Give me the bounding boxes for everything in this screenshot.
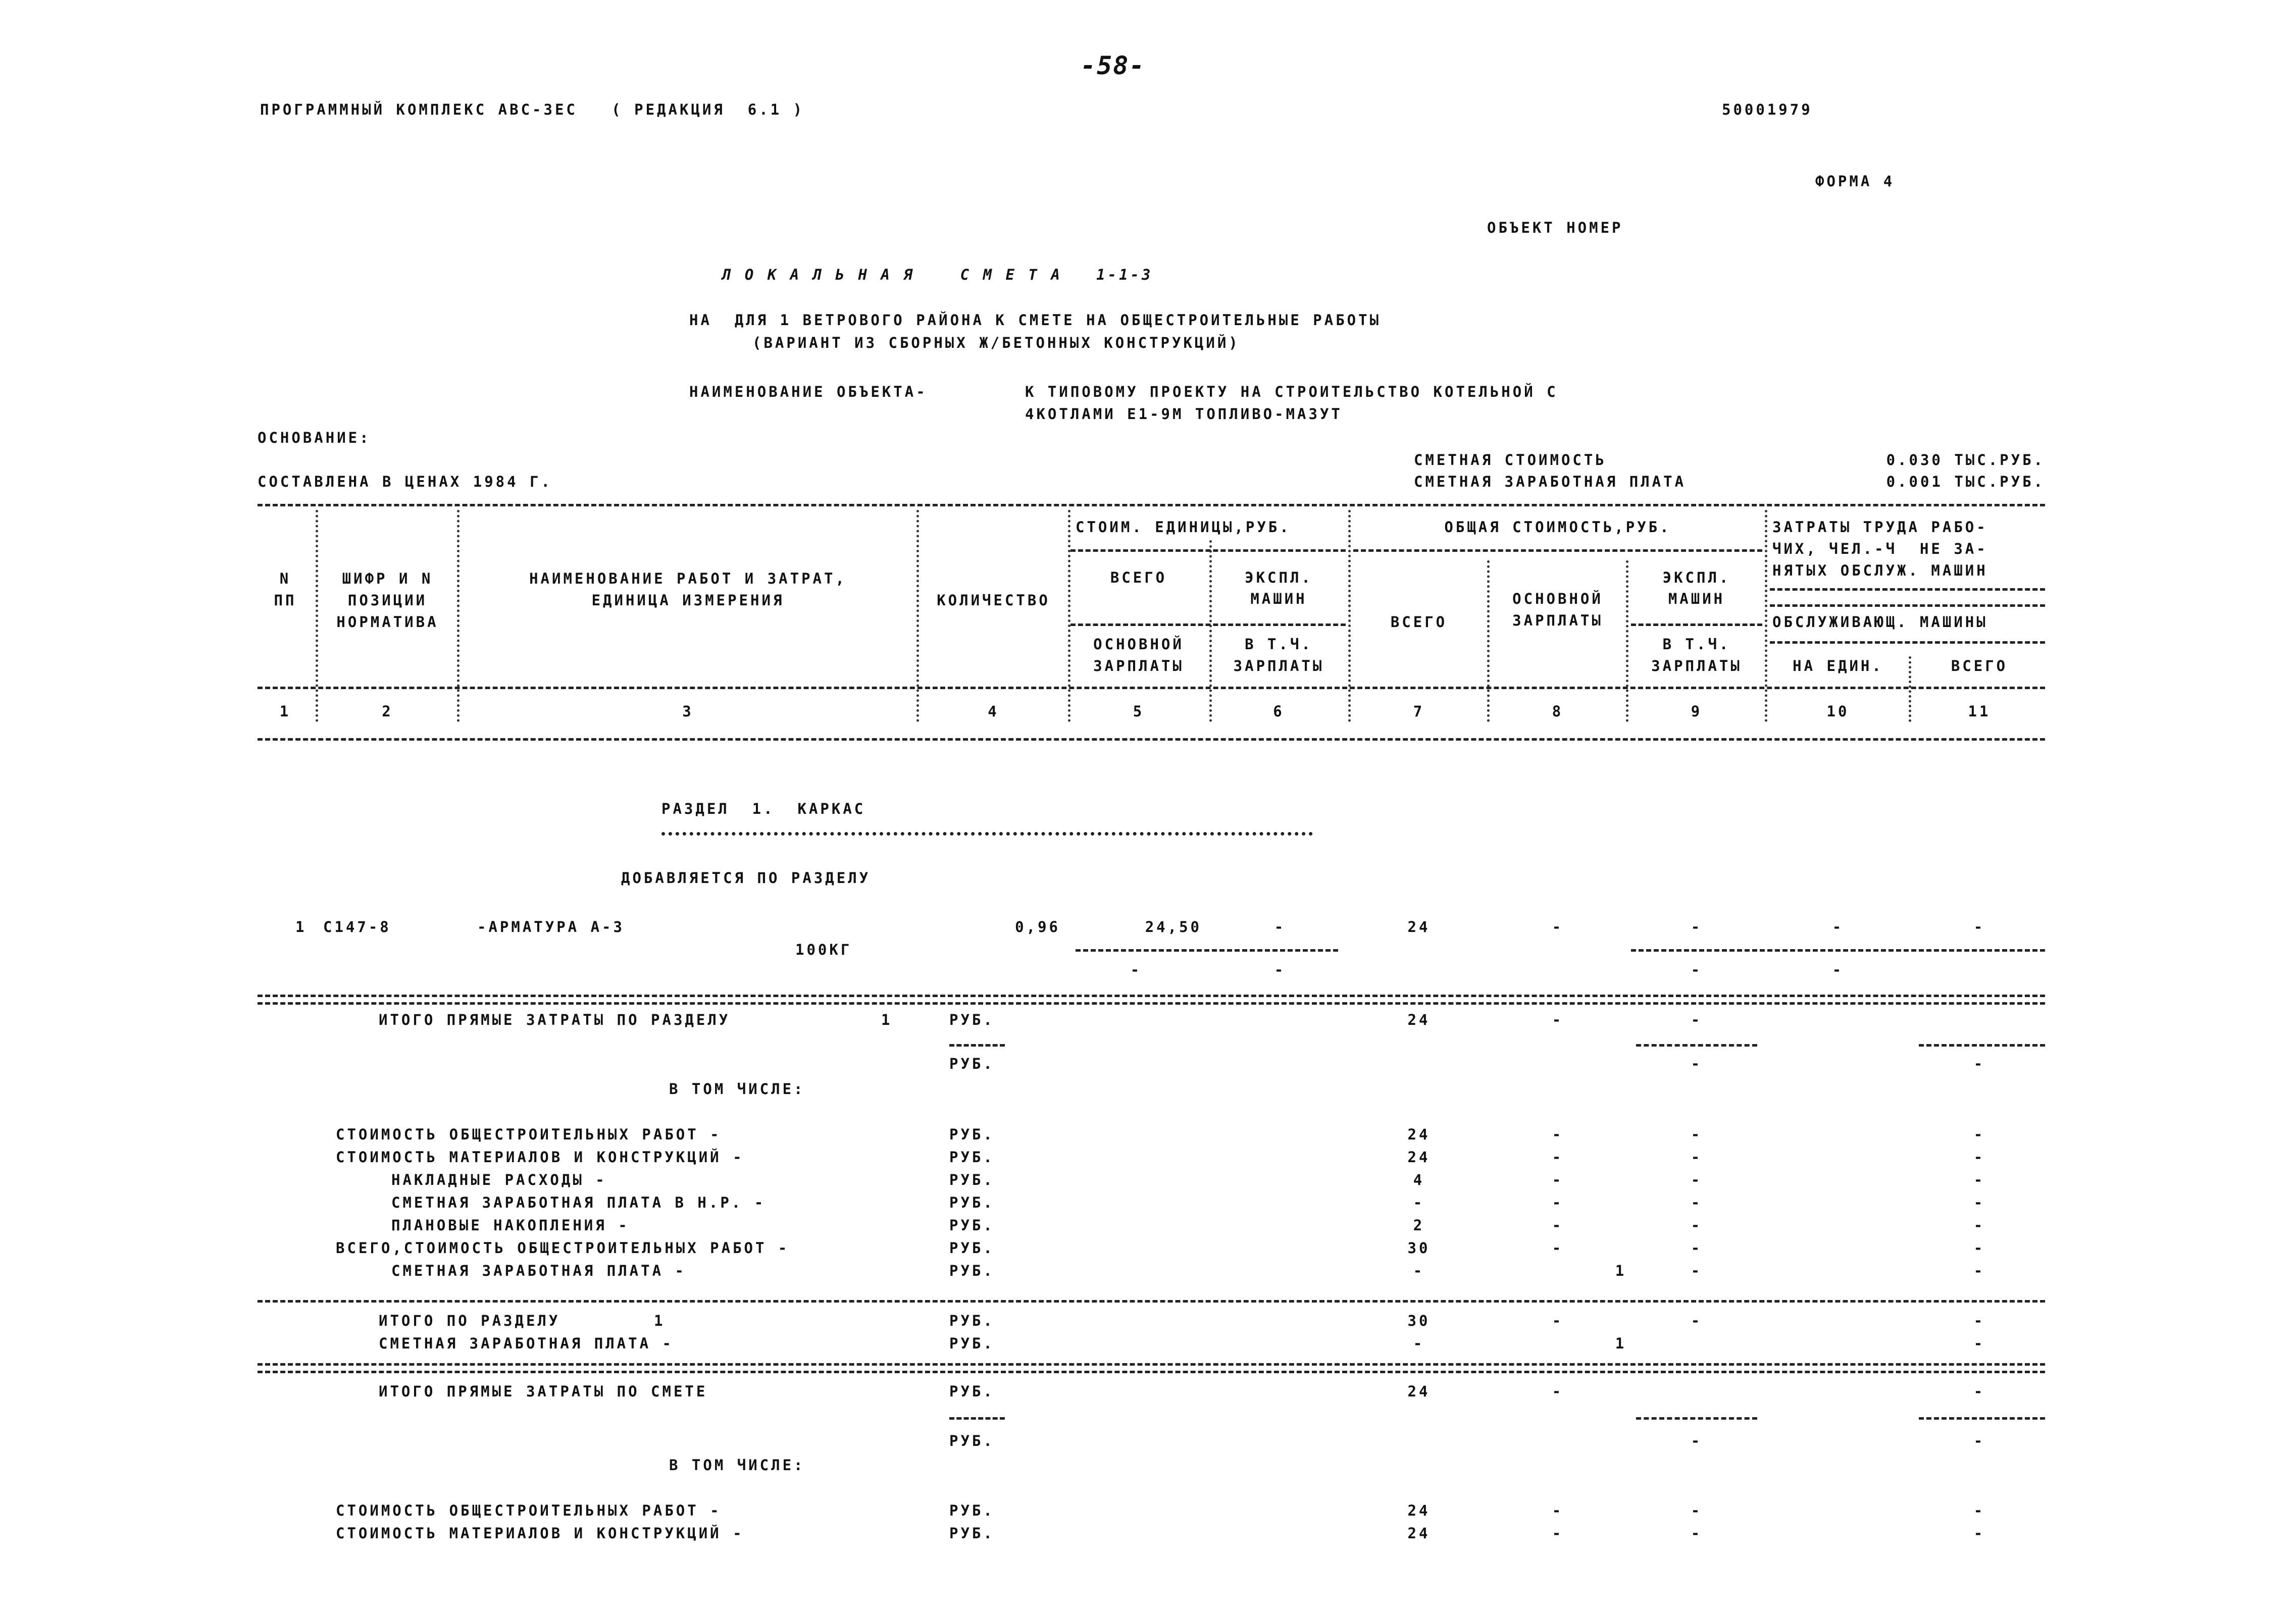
estimate-row-exp: -	[1691, 1525, 1703, 1542]
estimate-title: Л О К А Л Ь Н А Я С М Е Т А 1-1-3	[722, 266, 1153, 283]
header-col5-line1: ОСНОВНОЙ	[1093, 636, 1184, 653]
item-number: 1	[295, 918, 307, 936]
summary-subrule	[949, 1044, 1005, 1047]
section-row-labor: -	[1973, 1194, 1985, 1211]
estimate-direct-labor-2: -	[1973, 1432, 1985, 1449]
col-sep	[1626, 560, 1628, 722]
section-row-unit: РУБ.	[949, 1149, 995, 1166]
header-group-total-cost: ОБЩАЯ СТОИМОСТЬ,РУБ.	[1444, 518, 1671, 536]
section-total-labor: -	[1973, 1312, 1985, 1329]
col-num-9: 9	[1691, 703, 1703, 720]
header-subrule	[1770, 604, 2045, 607]
section-row-total: 24	[1407, 1126, 1431, 1143]
item-labor-unit: -	[1832, 918, 1844, 936]
section-row-labor: -	[1973, 1149, 1985, 1166]
header-col2-line1: ШИФР И N	[342, 570, 433, 587]
header-col8-line2: ЗАРПЛАТЫ	[1512, 612, 1603, 629]
header-col3-line1: НАИМЕНОВАНИЕ РАБОТ И ЗАТРАТ,	[529, 570, 847, 587]
estimate-row-label: СТОИМОСТЬ ОБЩЕСТРОИТЕЛЬНЫХ РАБОТ -	[336, 1502, 722, 1519]
col-sep	[457, 510, 460, 722]
header-subrule	[1770, 588, 2045, 591]
section-total-value: 30	[1407, 1312, 1431, 1329]
estimate-row-labor: -	[1973, 1502, 1985, 1519]
section-row-salary: -	[1552, 1149, 1564, 1166]
estimate-rule	[258, 1371, 2045, 1373]
col-sep	[1909, 656, 1911, 722]
section-row-total: 30	[1407, 1239, 1431, 1257]
item-machines-cost: -	[1274, 918, 1286, 936]
item-subrule	[1076, 949, 1338, 952]
header-col6b-line2: ЗАРПЛАТЫ	[1233, 657, 1324, 674]
header-col8-line1: ОСНОВНОЙ	[1512, 590, 1603, 607]
header-col6-line2: МАШИН	[1250, 590, 1307, 607]
col-sep	[1765, 510, 1767, 722]
section-row-total: -	[1413, 1194, 1425, 1211]
section-total-label: ИТОГО ПО РАЗДЕЛУ	[379, 1312, 560, 1329]
section-row-salary: 1	[1615, 1262, 1627, 1279]
col-num-11: 11	[1968, 703, 1991, 720]
header-col9-line2: МАШИН	[1668, 590, 1725, 607]
header-col2-line3: НОРМАТИВА	[336, 613, 439, 631]
object-name-line-1: К ТИПОВОМУ ПРОЕКТУ НА СТРОИТЕЛЬСТВО КОТЕЛЬНОЙ С	[1025, 383, 1558, 400]
section-direct-unit: РУБ.	[949, 1011, 995, 1028]
section-row-total: 2	[1413, 1217, 1425, 1234]
header-subrule	[1070, 549, 1346, 552]
col-sep	[1068, 510, 1070, 722]
section-underline	[661, 832, 1313, 836]
estimate-row-total: 24	[1407, 1525, 1431, 1542]
section-row-label: НАКЛАДНЫЕ РАСХОДЫ -	[391, 1171, 607, 1188]
section-rule	[258, 1002, 2045, 1005]
section-row-salary: -	[1552, 1194, 1564, 1211]
header-labor-line4: ОБСЛУЖИВАЮЩ. МАШИНЫ	[1772, 613, 1988, 631]
col-sep	[1487, 560, 1490, 722]
estimate-row-labor: -	[1973, 1525, 1985, 1542]
header-mid-rule	[258, 687, 2045, 689]
header-group-unit-cost: СТОИМ. ЕДИНИЦЫ,РУБ.	[1076, 518, 1291, 536]
section-row-salary: -	[1552, 1171, 1564, 1188]
estimate-direct-total: 24	[1407, 1383, 1431, 1400]
section-row-salary: -	[1552, 1239, 1564, 1257]
section-row-labor: -	[1973, 1126, 1985, 1143]
item-code: С147-8	[323, 918, 391, 936]
header-col10: НА ЕДИН.	[1793, 657, 1883, 674]
section-row-exp: -	[1691, 1171, 1703, 1188]
estimate-direct-salary: -	[1552, 1383, 1564, 1400]
header-labor-line1: ЗАТРАТЫ ТРУДА РАБО-	[1772, 518, 1988, 536]
section-direct-total: 24	[1407, 1011, 1431, 1028]
program-name: ПРОГРАММНЫЙ КОМПЛЕКС АВС-3ЕС ( РЕДАКЦИЯ 6.1 )	[260, 101, 805, 118]
section-row-exp: -	[1691, 1149, 1703, 1166]
col-sep	[316, 510, 318, 722]
header-bottom-rule	[258, 738, 2045, 741]
section-row-unit: РУБ.	[949, 1217, 995, 1234]
section-row-label: ПЛАНОВЫЕ НАКОПЛЕНИЯ -	[391, 1217, 630, 1234]
section-rule	[258, 995, 2045, 997]
estimate-direct-costs-label: ИТОГО ПРЯМЫЕ ЗАТРАТЫ ПО СМЕТЕ	[379, 1383, 708, 1400]
col-num-1: 1	[279, 703, 291, 720]
item-unit-price: 24,50	[1145, 918, 1202, 936]
col-num-5: 5	[1133, 703, 1145, 720]
section-row-label: СМЕТНАЯ ЗАРАБОТНАЯ ПЛАТА В Н.Р. -	[391, 1194, 766, 1211]
estimate-direct-unit: РУБ.	[949, 1383, 995, 1400]
section-salary-unit: РУБ.	[949, 1335, 995, 1352]
col-num-7: 7	[1413, 703, 1425, 720]
item-sub-value: -	[1274, 961, 1286, 978]
item-labor-total: -	[1973, 918, 1985, 936]
estimate-row-exp: -	[1691, 1502, 1703, 1519]
header-col9-line1: ЭКСПЛ.	[1662, 569, 1731, 586]
estimate-direct-exp: -	[1691, 1432, 1703, 1449]
section-row-unit: РУБ.	[949, 1171, 995, 1188]
header-labor-line3: НЯТЫХ ОБСЛУЖ. МАШИН	[1772, 562, 1988, 579]
item-total: 24	[1407, 918, 1431, 936]
item-subrule	[1631, 949, 2045, 952]
summary-salary-value: 0.001 ТЫС.РУБ.	[1886, 473, 2045, 490]
header-subrule	[1770, 641, 2045, 644]
section-direct-costs-label: ИТОГО ПРЯМЫЕ ЗАТРАТЫ ПО РАЗДЕЛУ	[379, 1011, 731, 1028]
summary-subrule	[1919, 1044, 2045, 1047]
estimate-direct-labor: -	[1973, 1383, 1985, 1400]
header-col9b-line1: В Т.Ч.	[1662, 636, 1731, 653]
item-sub-value: -	[1832, 961, 1844, 978]
section-row-unit: РУБ.	[949, 1262, 995, 1279]
section-title: РАЗДЕЛ 1. КАРКАС	[661, 800, 866, 817]
prices-year: СОСТАВЛЕНА В ЦЕНАХ 1984 Г.	[258, 473, 552, 490]
header-col2-line2: ПОЗИЦИИ	[347, 592, 428, 609]
form-number: ФОРМА 4	[1815, 173, 1895, 190]
section-total-num: 1	[654, 1312, 666, 1329]
item-sub-value: -	[1130, 961, 1142, 978]
estimate-subrule	[949, 1417, 1005, 1420]
summary-cost-value: 0.030 ТЫС.РУБ.	[1886, 451, 2045, 469]
section-row-unit: РУБ.	[949, 1126, 995, 1143]
header-labor-line2: ЧИХ, ЧЕЛ.-Ч НЕ ЗА-	[1772, 540, 1988, 557]
estimate-subrule	[1919, 1417, 2045, 1420]
summary-cost-label: СМЕТНАЯ СТОИМОСТЬ	[1414, 451, 1607, 469]
section-row-exp: -	[1691, 1239, 1703, 1257]
section-total-salary: -	[1552, 1312, 1564, 1329]
header-col6b-line1: В Т.Ч.	[1245, 636, 1313, 653]
section-total-unit: РУБ.	[949, 1312, 995, 1329]
section-salary-total: -	[1413, 1335, 1425, 1352]
section-direct-exp-salary: -	[1691, 1055, 1703, 1072]
section-row-exp: -	[1691, 1217, 1703, 1234]
col-sep	[1209, 540, 1212, 722]
summary-salary-label: СМЕТНАЯ ЗАРАБОТНАЯ ПЛАТА	[1414, 473, 1687, 490]
estimate-rule	[258, 1363, 2045, 1366]
section-direct-costs-num: 1	[881, 1011, 893, 1028]
section-row-labor: -	[1973, 1239, 1985, 1257]
object-number-label: ОБЪЕКТ НОМЕР	[1487, 219, 1623, 236]
section-row-unit: РУБ.	[949, 1194, 995, 1211]
section-direct-unit-2: РУБ.	[949, 1055, 995, 1072]
section-row-labor: -	[1973, 1262, 1985, 1279]
item-unit: 100КГ	[795, 941, 852, 958]
section-row-exp: -	[1691, 1194, 1703, 1211]
document-code: 50001979	[1722, 101, 1813, 118]
header-col11: ВСЕГО	[1951, 657, 2008, 674]
col-num-10: 10	[1826, 703, 1850, 720]
header-subrule	[1353, 549, 1762, 552]
header-top-rule	[258, 504, 2045, 506]
header-col3-line2: ЕДИНИЦА ИЗМЕРЕНИЯ	[591, 592, 785, 609]
section-row-exp: -	[1691, 1126, 1703, 1143]
header-col5-total: ВСЕГО	[1110, 569, 1167, 586]
section-salary-labor: -	[1973, 1335, 1985, 1352]
basis-label: ОСНОВАНИЕ:	[258, 429, 371, 446]
section-salary-label: СМЕТНАЯ ЗАРАБОТНАЯ ПЛАТА -	[379, 1335, 674, 1352]
header-subrule	[1631, 624, 1762, 626]
item-exp-machines: -	[1691, 918, 1703, 936]
estimate-row-label: СТОИМОСТЬ МАТЕРИАЛОВ И КОНСТРУКЦИЙ -	[336, 1525, 744, 1542]
page-number: -58-	[1081, 51, 1146, 80]
col-sep	[916, 510, 919, 722]
section-row-label: ВСЕГО,СТОИМОСТЬ ОБЩЕСТРОИТЕЛЬНЫХ РАБОТ -	[336, 1239, 790, 1257]
estimate-row-unit: РУБ.	[949, 1525, 995, 1542]
col-num-6: 6	[1273, 703, 1285, 720]
section-direct-labor: -	[1973, 1055, 1985, 1072]
section-row-label: СМЕТНАЯ ЗАРАБОТНАЯ ПЛАТА -	[391, 1262, 686, 1279]
summary-subrule	[1636, 1044, 1757, 1047]
section-row-salary: -	[1552, 1217, 1564, 1234]
section-row-exp: -	[1691, 1262, 1703, 1279]
section-row-label: СТОИМОСТЬ МАТЕРИАЛОВ И КОНСТРУКЦИЙ -	[336, 1149, 744, 1166]
section-total-rule	[258, 1300, 2045, 1303]
item-salary: -	[1552, 918, 1564, 936]
estimate-row-total: 24	[1407, 1502, 1431, 1519]
section-direct-salary: -	[1552, 1011, 1564, 1028]
section-row-total: 24	[1407, 1149, 1431, 1166]
header-col9b-line2: ЗАРПЛАТЫ	[1651, 657, 1742, 674]
section-row-total: -	[1413, 1262, 1425, 1279]
col-num-4: 4	[988, 703, 999, 720]
section-row-total: 4	[1413, 1171, 1425, 1188]
col-num-3: 3	[682, 703, 694, 720]
object-name-line-2: 4КОТЛАМИ Е1-9М ТОПЛИВО-МАЗУТ	[1025, 405, 1343, 423]
section-direct-exp: -	[1691, 1011, 1703, 1028]
col-sep	[1348, 510, 1351, 722]
estimate-row-salary: -	[1552, 1502, 1564, 1519]
section-row-label: СТОИМОСТЬ ОБЩЕСТРОИТЕЛЬНЫХ РАБОТ -	[336, 1126, 722, 1143]
estimate-including-label: В ТОМ ЧИСЛЕ:	[669, 1457, 805, 1474]
header-col4: КОЛИЧЕСТВО	[937, 592, 1050, 609]
section-row-unit: РУБ.	[949, 1239, 995, 1257]
estimate-row-unit: РУБ.	[949, 1502, 995, 1519]
section-total-exp: -	[1691, 1312, 1703, 1329]
header-col6-line1: ЭКСПЛ.	[1245, 569, 1313, 586]
added-by-section: ДОБАВЛЯЕТСЯ ПО РАЗДЕЛУ	[621, 869, 871, 887]
estimate-subrule	[1636, 1417, 1757, 1420]
header-col5-line2: ЗАРПЛАТЫ	[1093, 657, 1184, 674]
section-row-salary: -	[1552, 1126, 1564, 1143]
estimate-direct-unit-2: РУБ.	[949, 1432, 995, 1449]
header-col1-line2: ПП	[274, 592, 297, 609]
section-row-labor: -	[1973, 1217, 1985, 1234]
estimate-row-salary: -	[1552, 1525, 1564, 1542]
section-salary-value: 1	[1615, 1335, 1627, 1352]
item-name: -АРМАТУРА А-3	[477, 918, 625, 936]
section-including-label: В ТОМ ЧИСЛЕ:	[669, 1080, 805, 1098]
item-sub-value: -	[1691, 961, 1703, 978]
col-num-8: 8	[1552, 703, 1564, 720]
purpose-line-1: НА ДЛЯ 1 ВЕТРОВОГО РАЙОНА К СМЕТЕ НА ОБЩЕСТРОИТЕЛЬНЫЕ РАБОТЫ	[689, 311, 1382, 329]
section-row-labor: -	[1973, 1171, 1985, 1188]
header-col1-line1: N	[279, 570, 291, 587]
header-subrule	[1070, 624, 1346, 626]
header-col7: ВСЕГО	[1390, 613, 1448, 631]
object-label: НАИМЕНОВАНИЕ ОБЪЕКТА-	[689, 383, 928, 400]
item-quantity: 0,96	[1015, 918, 1060, 936]
col-num-2: 2	[382, 703, 393, 720]
purpose-line-2: (ВАРИАНТ ИЗ СБОРНЫХ Ж/БЕТОННЫХ КОНСТРУКЦИЙ)	[752, 334, 1240, 351]
